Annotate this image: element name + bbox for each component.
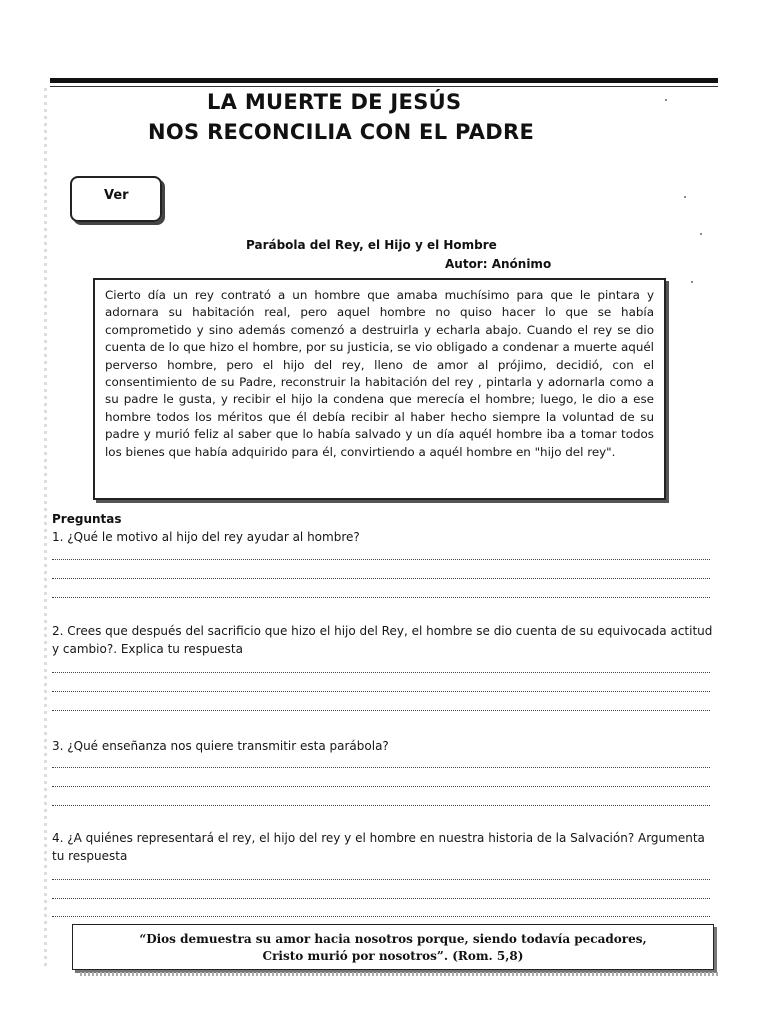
reading-author: Autor: Anónimo	[445, 257, 552, 271]
answer-line[interactable]	[52, 691, 710, 692]
ver-section-box	[70, 176, 162, 222]
scan-speck	[700, 233, 702, 235]
scan-speck	[684, 196, 686, 198]
reading-box	[93, 278, 666, 500]
answer-line[interactable]	[52, 578, 710, 579]
questions-heading: Preguntas	[52, 512, 122, 526]
ver-section-label: Ver	[104, 188, 129, 203]
question-1: 1. ¿Qué le motivo al hijo del rey ayudar al hombre?	[52, 530, 360, 544]
answer-line[interactable]	[52, 710, 710, 711]
bible-quote-line1: “Dios demuestra su amor hacia nosotros porque, siendo todavía pecadores,	[139, 932, 647, 946]
bible-quote-line2: Cristo murió por nosotros”. (Rom. 5,8)	[262, 949, 524, 963]
reading-text: Cierto día un rey contrató a un hombre que amaba muchísimo para que le pintara y adornara su habitación real, pero aquel hombre no quiso hacer lo que se había comprometido y sino además comenzó a destruirla y echarla abajo. Cuando el rey se dio cuenta de lo que hizo el hombre, por su justicia, se vio obligado a condenar a muerte aquél perverso hombre, pero el hijo del rey, lleno de amor al prójimo, decidió, con el consentimiento de su Padre, reconstruir la habitación del rey , pintarla y adornarla como a su padre le gusta, y recibir el hijo la condena que merecía el hombre; luego, le dio a ese hombre todos los méritos que él debía recibir al haber hecho siempre la voluntad de su padre y murió feliz al saber que lo había salvado y un día aquél hombre iba a tomar todos los bienes que había adquirido para él, convirtiendo a aquél hombre en "hijo del rey".	[105, 288, 654, 459]
top-rule-thin	[50, 86, 718, 87]
answer-line[interactable]	[52, 898, 710, 899]
top-rule	[50, 78, 718, 83]
scan-speck	[665, 99, 667, 101]
question-4: 4. ¿A quiénes representará el rey, el hijo del rey y el hombre en nuestra historia de la Salvación? Argumenta tu respuesta	[52, 831, 705, 863]
answer-line[interactable]	[52, 786, 710, 787]
answer-line[interactable]	[52, 597, 710, 598]
answer-line[interactable]	[52, 916, 710, 917]
reading-title: Parábola del Rey, el Hijo y el Hombre	[246, 238, 497, 252]
scan-edge-texture	[44, 88, 47, 968]
answer-line[interactable]	[52, 879, 710, 880]
answer-line[interactable]	[52, 767, 710, 768]
page-title-line2: NOS RECONCILIA CON EL PADRE	[148, 120, 535, 144]
answer-line[interactable]	[52, 559, 710, 560]
answer-line[interactable]	[52, 672, 710, 673]
question-2: 2. Crees que después del sacrificio que hizo el hijo del Rey, el hombre se dio cuenta de su equivocada actitud y cambio?. Explica tu respuesta	[52, 624, 713, 656]
scan-bottom-texture	[80, 972, 720, 976]
page-title-line1: LA MUERTE DE JESÚS	[207, 90, 462, 114]
scan-speck	[691, 281, 693, 283]
bible-quote-box	[72, 924, 714, 970]
answer-line[interactable]	[52, 805, 710, 806]
question-3: 3. ¿Qué enseñanza nos quiere transmitir esta parábola?	[52, 739, 389, 753]
